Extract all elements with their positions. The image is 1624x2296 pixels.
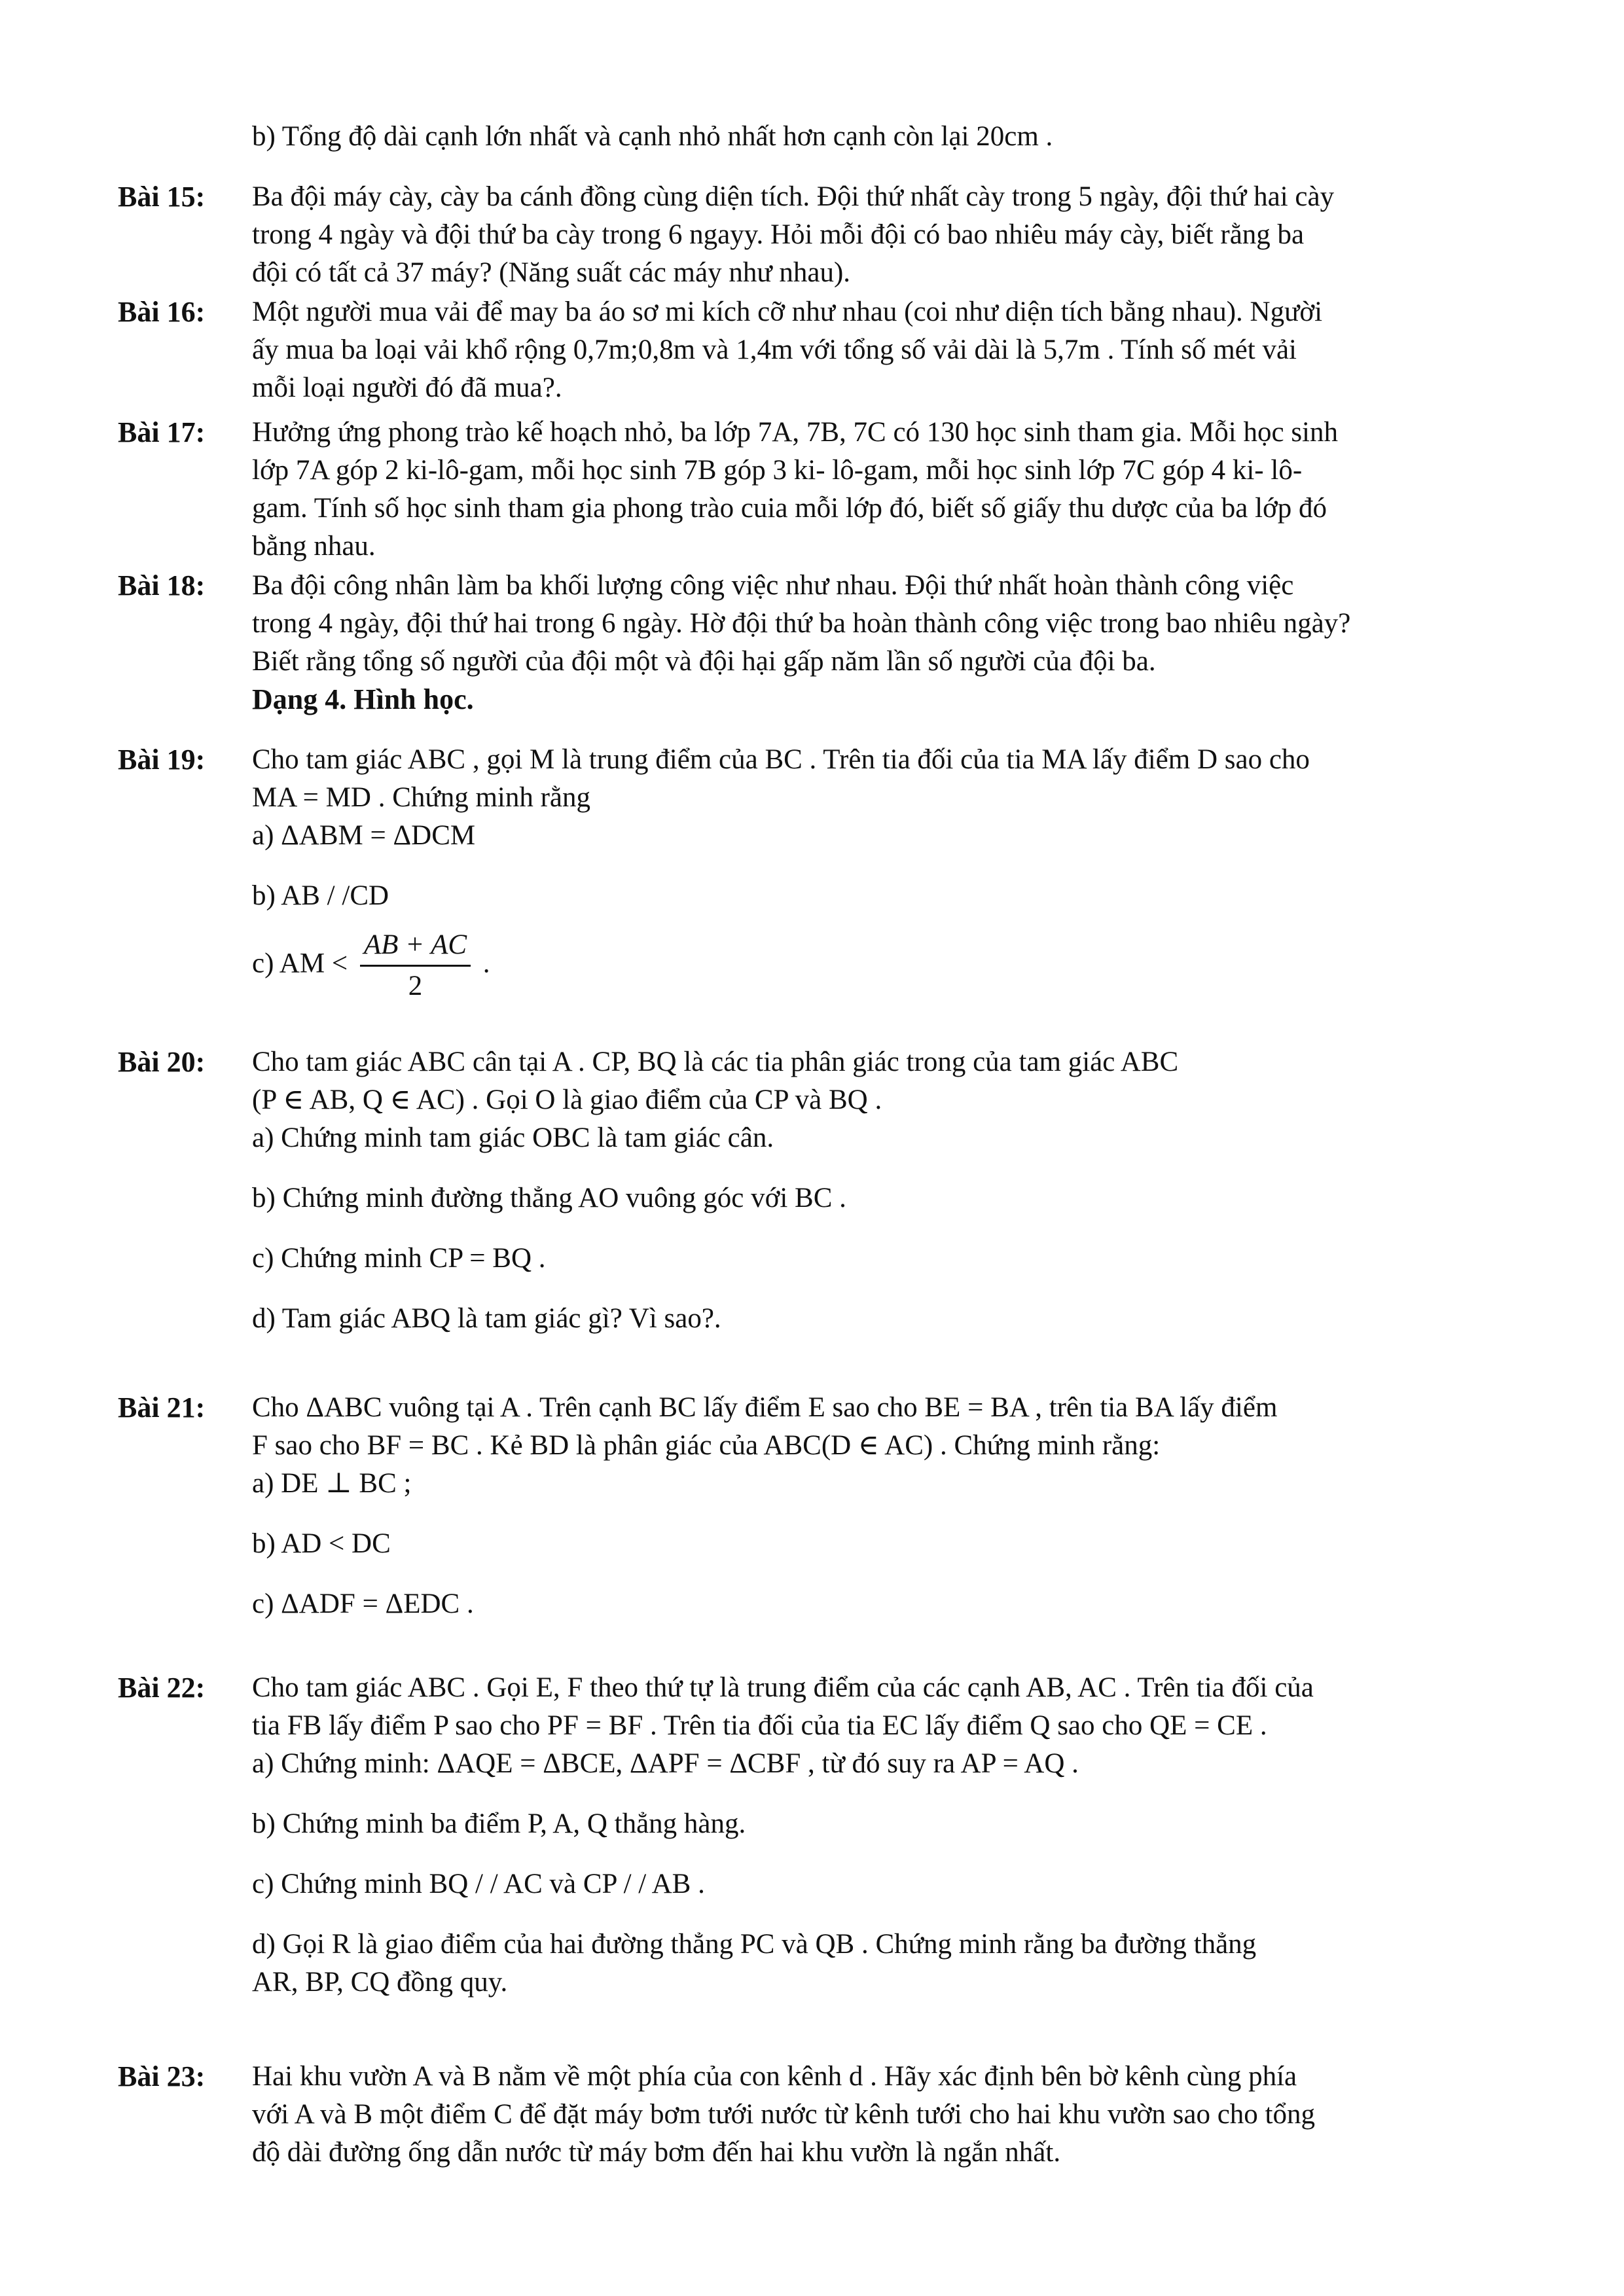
problem-line: tia FB lấy điểm P sao cho PF = BF . Trên tia đối của tia EC lấy điểm Q sao cho QE = CE . xyxy=(252,1710,1267,1741)
part-b: b) AD < DC xyxy=(252,1528,391,1559)
problem-line: Hưởng ứng phong trào kế hoạch nhỏ, ba lớp 7A, 7B, 7C có 130 học sinh tham gia. Mỗi học sinh xyxy=(252,417,1339,448)
problem-line: lớp 7A góp 2 ki-lô-gam, mỗi học sinh 7B góp 3 ki- lô-gam, mỗi học sinh lớp 7C góp 4 ki- lô- xyxy=(252,455,1303,486)
problem-line: ấy mua ba loại vải khổ rộng 0,7m;0,8m và 1,4m với tổng số vải dài là 5,7m . Tính số mét vải xyxy=(252,334,1297,365)
problem-label: Bài 22: xyxy=(118,1672,206,1704)
problem-label: Bài 20: xyxy=(118,1046,206,1078)
part-c: c) Chứng minh BQ / / AC và CP / / AB . xyxy=(252,1869,705,1899)
problem-label: Bài 17: xyxy=(118,416,206,448)
part-a: a) Chứng minh: ΔAQE = ΔBCE, ΔAPF = ΔCBF , từ đó suy ra AP = AQ . xyxy=(252,1748,1079,1779)
problem-line: Ba đội công nhân làm ba khối lượng công việc như nhau. Đội thứ nhất hoàn thành công việc xyxy=(252,570,1294,601)
problem-line: MA = MD . Chứng minh rằng xyxy=(252,782,590,813)
part-c: c) Chứng minh CP = BQ . xyxy=(252,1243,546,1274)
part-b: b) Chứng minh ba điểm P, A, Q thẳng hàng. xyxy=(252,1808,746,1839)
problem-14-part-b: b) Tổng độ dài cạnh lớn nhất và cạnh nhỏ nhất hơn cạnh còn lại 20cm . xyxy=(252,121,1053,152)
problem-line: Một người mua vải để may ba áo sơ mi kích cỡ như nhau (coi như diện tích bằng nhau). Người xyxy=(252,296,1323,327)
problem-label: Bài 23: xyxy=(118,2060,206,2092)
fraction-numerator: AB + AC xyxy=(360,928,471,967)
problem-line: độ dài đường ống dẫn nước từ máy bơm đến hai khu vườn là ngắn nhất. xyxy=(252,2137,1061,2168)
part-b: b) AB / /CD xyxy=(252,880,389,911)
problem-line: trong 4 ngày, đội thứ hai trong 6 ngày. Hờ đội thứ ba hoàn thành công việc trong bao nhiêu ngày? xyxy=(252,608,1351,639)
problem-label: Bài 18: xyxy=(118,569,206,601)
part-a: a) Chứng minh tam giác OBC là tam giác cân. xyxy=(252,1122,774,1153)
problem-line: Cho tam giác ABC . Gọi E, F theo thứ tự là trung điểm của các cạnh AB, AC . Trên tia đối của xyxy=(252,1672,1314,1703)
problem-label: Bài 19: xyxy=(118,744,206,776)
part-c: c) ΔADF = ΔEDC . xyxy=(252,1588,474,1619)
problem-label: Bài 16: xyxy=(118,296,206,328)
problem-line: Cho tam giác ABC , gọi M là trung điểm của BC . Trên tia đối của tia MA lấy điểm D sao cho xyxy=(252,744,1310,775)
problem-line: gam. Tính số học sinh tham gia phong trào cuia mỗi lớp đó, biết số giấy thu dược của ba lớp đó xyxy=(252,493,1327,524)
part-c-prefix: c) AM < xyxy=(252,948,348,979)
problem-label: Bài 15: xyxy=(118,181,206,213)
problem-line: F sao cho BF = BC . Kẻ BD là phân giác của ABC(D ∈ AC) . Chứng minh rằng: xyxy=(252,1430,1161,1461)
part-c-suffix: . xyxy=(482,948,490,979)
fraction-denominator: 2 xyxy=(408,971,423,1001)
part-a: a) DE ⊥ BC ; xyxy=(252,1468,412,1499)
fraction xyxy=(360,928,471,1003)
part-d: d) Tam giác ABQ là tam giác gì? Vì sao?. xyxy=(252,1303,721,1334)
part-d: d) Gọi R là giao điểm của hai đường thẳng PC và QB . Chứng minh rằng ba đường thẳng xyxy=(252,1929,1257,1960)
problem-line: với A và B một điểm C để đặt máy bơm tưới nước từ kênh tưới cho hai khu vườn sao cho tổng xyxy=(252,2099,1316,2130)
problem-line: Cho tam giác ABC cân tại A . CP, BQ là các tia phân giác trong của tam giác ABC xyxy=(252,1047,1179,1077)
problem-line: Ba đội máy cày, cày ba cánh đồng cùng diện tích. Đội thứ nhất cày trong 5 ngày, đội thứ hai cày xyxy=(252,181,1335,212)
part-a: a) ΔABM = ΔDCM xyxy=(252,820,476,851)
problem-line: mỗi loại người đó đã mua?. xyxy=(252,372,562,403)
part-d-continued: AR, BP, CQ đồng quy. xyxy=(252,1967,508,1998)
problem-line: Hai khu vườn A và B nằm về một phía của con kênh d . Hãy xác định bên bờ kênh cùng phía xyxy=(252,2061,1297,2092)
section-heading: Dạng 4. Hình học. xyxy=(252,683,474,715)
problem-line: Cho ΔABC vuông tại A . Trên cạnh BC lấy điểm E sao cho BE = BA , trên tia BA lấy điểm xyxy=(252,1392,1278,1423)
problem-line: bằng nhau. xyxy=(252,531,376,562)
problem-line: đội có tất cả 37 máy? (Năng suất các máy như nhau). xyxy=(252,257,851,288)
problem-label: Bài 21: xyxy=(118,1391,206,1424)
problem-line: (P ∈ AB, Q ∈ AC) . Gọi O là giao điểm của CP và BQ . xyxy=(252,1085,882,1115)
problem-line: Biết rằng tổng số người của đội một và đội hại gấp năm lần số người của đội ba. xyxy=(252,646,1156,677)
problem-line: trong 4 ngày và đội thứ ba cày trong 6 ngayy. Hỏi mỗi đội có bao nhiêu máy cày, biết rằng ba xyxy=(252,219,1305,250)
part-b: b) Chứng minh đường thẳng AO vuông góc với BC . xyxy=(252,1183,846,1213)
part-c xyxy=(252,928,1515,1003)
